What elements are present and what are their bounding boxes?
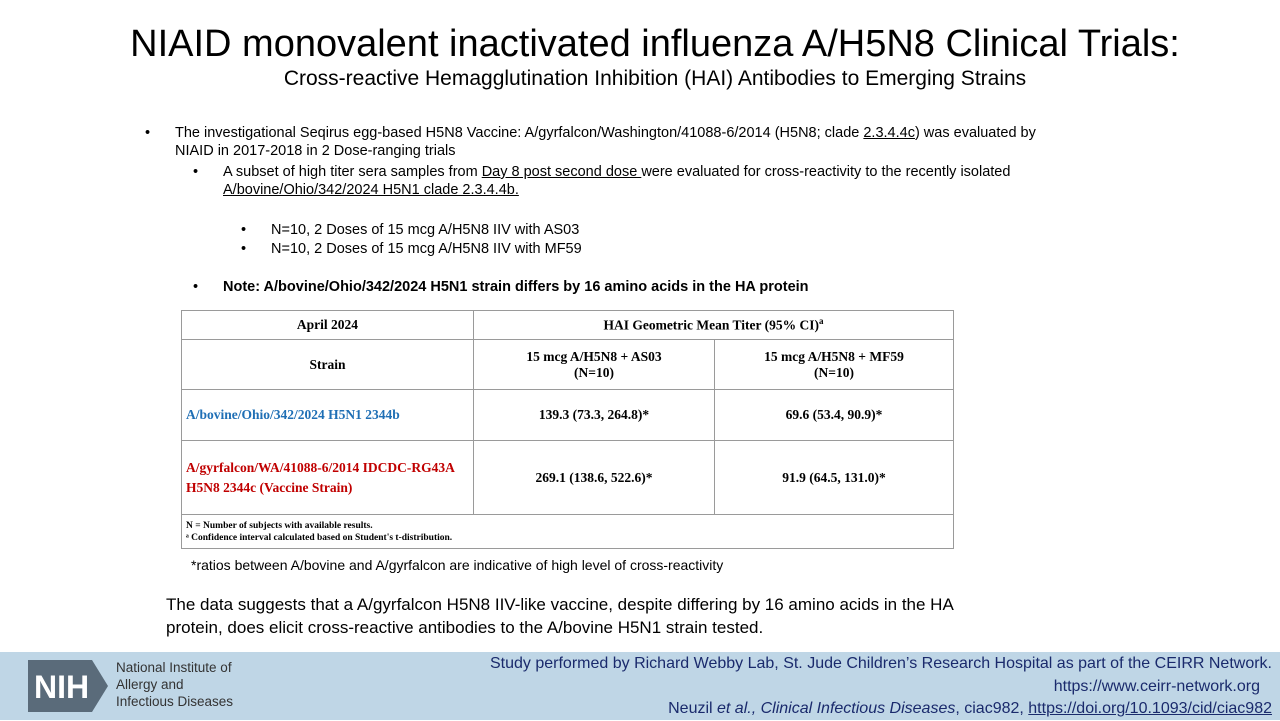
table-date: April 2024 (182, 311, 474, 340)
bullet-mf59: N=10, 2 Doses of 15 mcg A/H5N8 IIV with MF59 (271, 241, 582, 257)
slide-subtitle: Cross-reactive Hemagglutination Inhibition (HAI) Antibodies to Emerging Strains (283, 67, 1027, 90)
underlined-text: Day 8 post second dose (481, 164, 642, 180)
strain-bovine: A/bovine/Ohio/342/2024 H5N1 2344b (182, 390, 474, 441)
table-row (182, 340, 954, 390)
bullet-as03: N=10, 2 Doses of 15 mcg A/H5N8 IIV with AS03 (271, 222, 580, 238)
table-row (182, 311, 954, 340)
value-cell: 69.6 (53.4, 90.9)* (715, 390, 954, 441)
value-cell: 139.3 (73.3, 264.8)* (474, 390, 715, 441)
footnote-n: N = Number of subjects with available results. (186, 520, 373, 531)
header-text: HAI Geometric Mean Titer (95% CI) (603, 317, 820, 333)
nih-logo-text: NIH (34, 669, 90, 705)
citation-journal: et al., Clinical Infectious Diseases (717, 700, 956, 717)
header-sup: a (819, 316, 824, 327)
table-row (182, 515, 954, 549)
bullet-text: were evaluated for cross-reactivity to the recently isolated (641, 164, 1011, 180)
citation-id: , ciac982, (955, 700, 1029, 717)
strain-gyrfalcon: A/gyrfalcon/WA/41088-6/2014 IDCDC-RG43A H5N8 2344c (Vaccine Strain) (182, 441, 474, 515)
bullet-text: ) was evaluated by (914, 125, 1036, 141)
col-label: 15 mcg A/H5N8 + AS03 (526, 348, 662, 364)
underlined-text: A/bovine/Ohio/342/2024 H5N1 clade 2.3.4.4b. (223, 182, 519, 198)
study-credit (272, 653, 1272, 721)
table-header (474, 311, 954, 340)
institute-line: Allergy and (116, 677, 184, 692)
slide-title: NIAID monovalent inactivated influenza A/H5N8 Clinical Trials: (130, 23, 1180, 65)
bullet-dot: • (241, 222, 247, 238)
citation-author: Neuzil (668, 700, 718, 717)
nih-logo (28, 660, 108, 712)
bullet-dot: • (241, 241, 247, 257)
col-mf59-header (715, 340, 954, 390)
conclusion-text: The data suggests that a A/gyrfalcon H5N8 IIV-like vaccine, despite differing by 16 amino acids in the HA protein, does elicit cross-reactive antibodies to the A/bovine H5N1 strain tested. (166, 595, 953, 637)
table-row (182, 390, 954, 441)
bullet-text: The investigational Seqirus egg-based H5N8 Vaccine: A/gyrfalcon/Washington/41088-6/2014 (H5N8; clade (175, 125, 864, 141)
value-cell: 91.9 (64.5, 131.0)* (715, 441, 954, 515)
bullet-vaccine (175, 124, 1165, 160)
bullet-dot: • (145, 125, 151, 141)
study-line: Study performed by Richard Webby Lab, St. Jude Children’s Research Hospital as part of the CEIRR Network. (490, 655, 1272, 672)
bullet-dot: • (193, 279, 199, 295)
ratio-note: *ratios between A/bovine and A/gyrfalcon are indicative of high level of cross-reactivity (191, 557, 724, 573)
clade-link: 2.3.4.4c (863, 125, 915, 141)
doi-link[interactable]: https://doi.org/10.1093/cid/ciac982 (1028, 700, 1272, 717)
bullet-text: NIAID in 2017-2018 in 2 Dose-ranging trials (175, 143, 456, 159)
hai-table (181, 310, 954, 549)
bullet-dot: • (193, 164, 199, 180)
strain-header: Strain (182, 340, 474, 390)
col-as03-header (474, 340, 715, 390)
table-row (182, 441, 954, 515)
network-link[interactable]: https://www.ceirr-network.org (1053, 677, 1260, 695)
institute-line: National Institute of (116, 660, 232, 675)
col-n: (N=10) (814, 364, 854, 380)
bullet-subset (223, 163, 1123, 199)
table-footnote (182, 515, 954, 549)
institute-name (116, 659, 233, 710)
bullet-text: A subset of high titer sera samples from (223, 164, 482, 180)
col-label: 15 mcg A/H5N8 + MF59 (764, 348, 904, 364)
footnote-ci: ᵃ Confidence interval calculated based on Student's t-distribution. (186, 532, 453, 543)
value-cell: 269.1 (138.6, 522.6)* (474, 441, 715, 515)
bullet-note: Note: A/bovine/Ohio/342/2024 H5N1 strain differs by 16 amino acids in the HA protein (223, 279, 809, 295)
institute-line: Infectious Diseases (116, 694, 234, 709)
col-n: (N=10) (574, 364, 614, 380)
citation (272, 698, 1272, 721)
